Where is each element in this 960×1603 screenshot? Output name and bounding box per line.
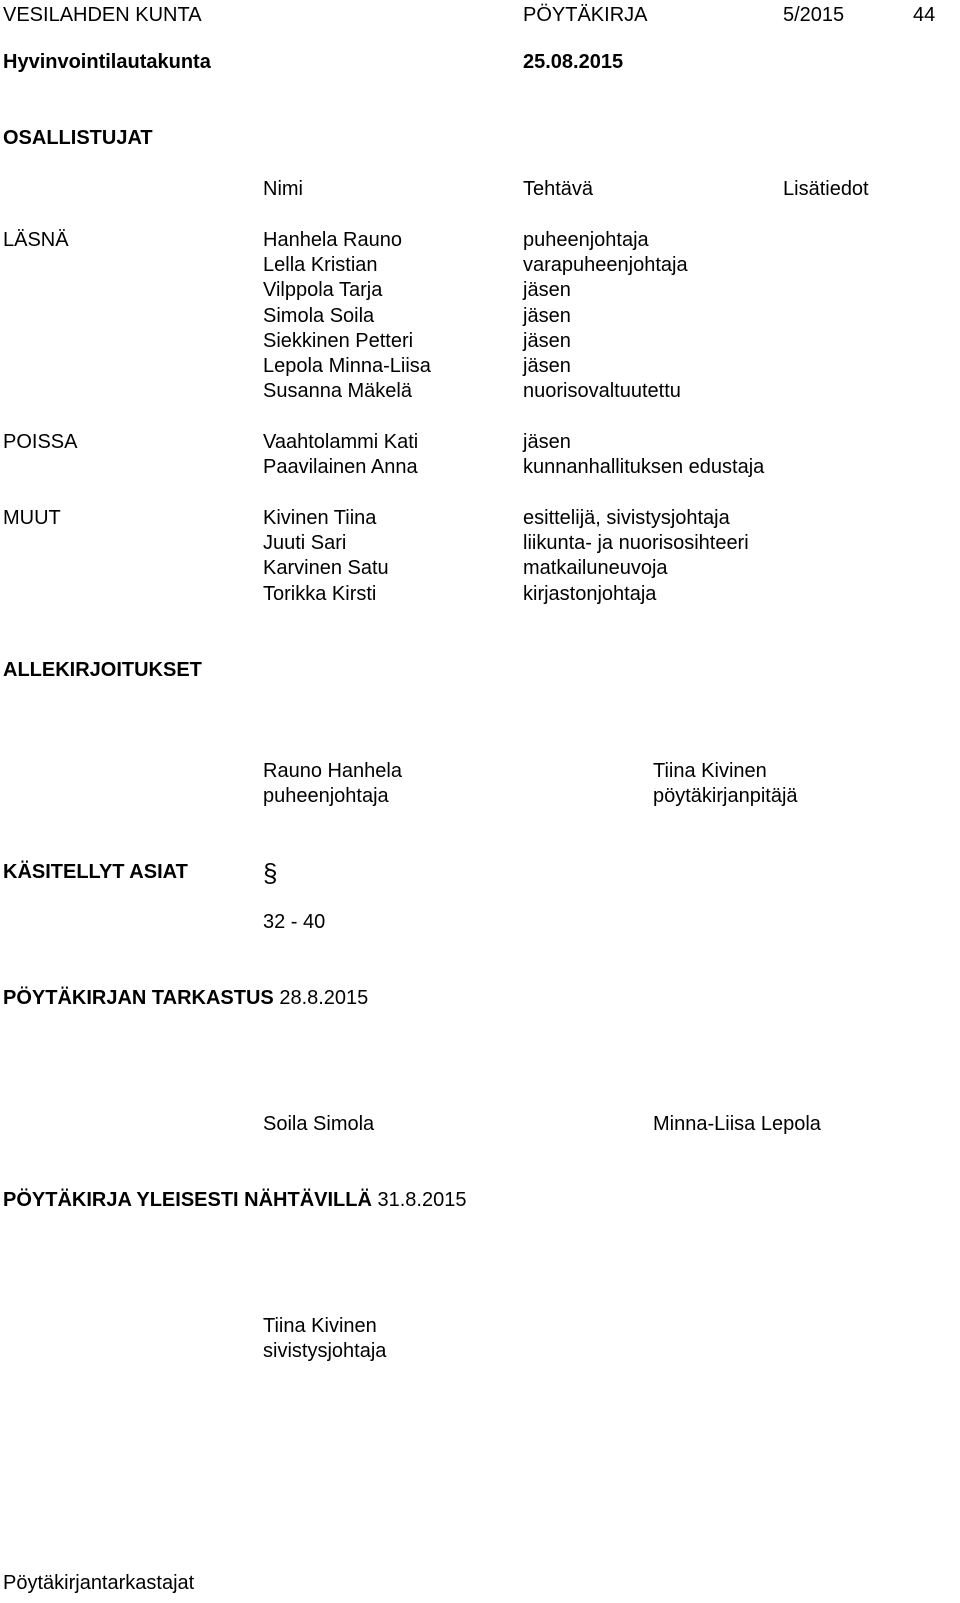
signer-name: Tiina Kivinen (653, 760, 767, 782)
public-line (3, 1188, 466, 1212)
reviewer-name: Minna-Liisa Lepola (653, 1113, 821, 1135)
participant-role: jäsen (523, 279, 571, 301)
review-heading: PÖYTÄKIRJAN TARKASTUS (3, 987, 274, 1009)
participants-heading: OSALLISTUJAT (3, 127, 153, 149)
participant-name: Juuti Sari (263, 532, 347, 554)
public-date: 31.8.2015 (377, 1189, 467, 1211)
municipality-name: VESILAHDEN KUNTA (3, 4, 202, 26)
participant-role: jäsen (523, 305, 571, 327)
page-number: 44 (913, 4, 936, 26)
signer-title: pöytäkirjanpitäjä (653, 785, 798, 807)
participant-role: puheenjohtaja (523, 229, 649, 251)
participant-name: Karvinen Satu (263, 557, 389, 579)
participant-name: Hanhela Rauno (263, 229, 402, 251)
signer-name: Rauno Hanhela (263, 760, 402, 782)
participant-role: liikunta- ja nuorisosihteeri (523, 532, 749, 554)
board-name: Hyvinvointilautakunta (3, 51, 211, 73)
signatures-heading: ALLEKIRJOITUKSET (3, 659, 202, 681)
participant-name: Vaahtolammi Kati (263, 431, 419, 453)
public-signer-name: Tiina Kivinen (263, 1315, 377, 1337)
reviewer-name: Soila Simola (263, 1113, 375, 1135)
meeting-date: 25.08.2015 (523, 51, 624, 73)
participant-role: kunnanhallituksen edustaja (523, 456, 765, 478)
absent-label: POISSA (3, 431, 78, 453)
participant-name: Vilppola Tarja (263, 279, 383, 301)
column-header-name: Nimi (263, 178, 303, 200)
public-signer-title: sivistysjohtaja (263, 1340, 387, 1362)
participant-role: jäsen (523, 431, 571, 453)
participant-role: esittelijä, sivistysjohtaja (523, 507, 730, 529)
footer-label: Pöytäkirjantarkastajat (3, 1572, 195, 1594)
items-range: 32 - 40 (263, 911, 326, 933)
column-header-info: Lisätiedot (783, 178, 869, 200)
section-symbol: § (263, 858, 278, 888)
participant-role: jäsen (523, 330, 571, 352)
participant-name: Lepola Minna-Liisa (263, 355, 431, 377)
participant-role: nuorisovaltuutettu (523, 380, 681, 402)
others-label: MUUT (3, 507, 61, 529)
public-heading: PÖYTÄKIRJA YLEISESTI NÄHTÄVILLÄ (3, 1189, 372, 1211)
participant-name: Torikka Kirsti (263, 583, 377, 605)
participant-name: Paavilainen Anna (263, 456, 418, 478)
participant-role: jäsen (523, 355, 571, 377)
review-date: 28.8.2015 (279, 987, 369, 1009)
participant-name: Lella Kristian (263, 254, 378, 276)
review-line (3, 986, 368, 1010)
signer-title: puheenjohtaja (263, 785, 389, 807)
participant-role: kirjastonjohtaja (523, 583, 657, 605)
participant-role: matkailuneuvoja (523, 557, 668, 579)
participant-name: Kivinen Tiina (263, 507, 377, 529)
present-label: LÄSNÄ (3, 229, 69, 251)
participant-role: varapuheenjohtaja (523, 254, 688, 276)
items-heading: KÄSITELLYT ASIAT (3, 861, 188, 883)
participant-name: Siekkinen Petteri (263, 330, 414, 352)
participant-name: Simola Soila (263, 305, 375, 327)
document-number: 5/2015 (783, 4, 845, 26)
participant-name: Susanna Mäkelä (263, 380, 412, 402)
column-header-role: Tehtävä (523, 178, 594, 200)
document-type: PÖYTÄKIRJA (523, 4, 648, 26)
